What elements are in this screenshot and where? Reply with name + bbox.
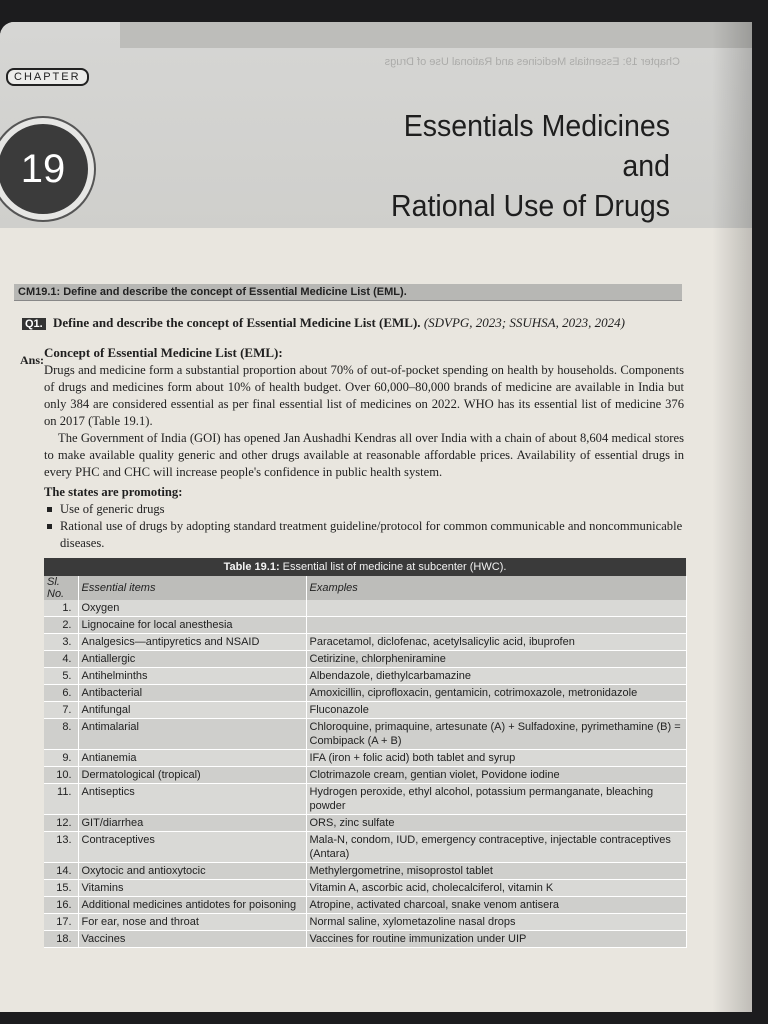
table-row	[44, 668, 686, 685]
essential-medicine-table	[44, 558, 686, 948]
cell-item: Antiseptics	[78, 784, 306, 815]
table-row	[44, 897, 686, 914]
table-row	[44, 931, 686, 948]
cell-examples: Normal saline, xylometazoline nasal drops	[306, 914, 686, 931]
table-row	[44, 750, 686, 767]
cell-examples: Clotrimazole cream, gentian violet, Povidone iodine	[306, 767, 686, 784]
cell-examples: Vaccines for routine immunization under UIP	[306, 931, 686, 948]
cell-item: Analgesics—antipyretics and NSAID	[78, 634, 306, 651]
cell-slno: 4.	[44, 651, 78, 668]
cell-examples: IFA (iron + folic acid) both tablet and syrup	[306, 750, 686, 767]
table-row	[44, 685, 686, 702]
cell-item: Antihelminths	[78, 668, 306, 685]
cell-examples: Chloroquine, primaquine, artesunate (A) + Sulfadoxine, pyrimethamine (B) = Combipack (A + B)	[306, 719, 686, 750]
chapter-title-line2: Rational Use of Drugs	[391, 188, 670, 223]
column-header-item: Essential items	[78, 576, 306, 600]
cell-slno: 5.	[44, 668, 78, 685]
cell-slno: 15.	[44, 880, 78, 897]
table-row	[44, 880, 686, 897]
cell-item: Oxytocic and antioxytocic	[78, 863, 306, 880]
cell-item: Antibacterial	[78, 685, 306, 702]
header-band-top	[120, 22, 752, 48]
cell-slno: 2.	[44, 617, 78, 634]
book-page	[0, 22, 752, 1012]
cell-item: Lignocaine for local anesthesia	[78, 617, 306, 634]
cell-item: Contraceptives	[78, 832, 306, 863]
cell-examples: Cetirizine, chlorpheniramine	[306, 651, 686, 668]
cell-examples	[306, 617, 686, 634]
running-head: Chapter 19: Essentials Medicines and Rational Use of Drugs	[384, 56, 680, 68]
cell-slno: 3.	[44, 634, 78, 651]
cell-examples: Fluconazole	[306, 702, 686, 719]
column-header-examples: Examples	[306, 576, 686, 600]
cell-slno: 16.	[44, 897, 78, 914]
cell-examples: ORS, zinc sulfate	[306, 815, 686, 832]
cell-examples: Atropine, activated charcoal, snake venom antisera	[306, 897, 686, 914]
cell-examples: Amoxicillin, ciprofloxacin, gentamicin, cotrimoxazole, metronidazole	[306, 685, 686, 702]
cell-item: Dermatological (tropical)	[78, 767, 306, 784]
table-row	[44, 767, 686, 784]
cell-slno: 14.	[44, 863, 78, 880]
cell-slno: 18.	[44, 931, 78, 948]
table-row	[44, 784, 686, 815]
cell-slno: 1.	[44, 600, 78, 617]
question-source: (SDVPG, 2023; SSUHSA, 2023, 2024)	[423, 315, 625, 330]
cell-slno: 17.	[44, 914, 78, 931]
chapter-title-line1: Essentials Medicines and	[403, 108, 670, 183]
cell-examples	[306, 600, 686, 617]
bullet-list	[44, 501, 686, 552]
page-gutter-shadow	[712, 22, 752, 1012]
table-row	[44, 634, 686, 651]
table-row	[44, 617, 686, 634]
cell-item: Vaccines	[78, 931, 306, 948]
cell-slno: 8.	[44, 719, 78, 750]
cell-slno: 13.	[44, 832, 78, 863]
table-row	[44, 815, 686, 832]
cell-slno: 6.	[44, 685, 78, 702]
cell-examples: Paracetamol, diclofenac, acetylsalicylic acid, ibuprofen	[306, 634, 686, 651]
cell-slno: 10.	[44, 767, 78, 784]
cell-slno: 7.	[44, 702, 78, 719]
cell-item: GIT/diarrhea	[78, 815, 306, 832]
column-header-slno: Sl. No.	[44, 576, 78, 600]
cell-item: Antianemia	[78, 750, 306, 767]
states-heading: The states are promoting:	[44, 485, 183, 499]
cell-examples: Hydrogen peroxide, ethyl alcohol, potassium permanganate, bleaching powder	[306, 784, 686, 815]
answer-paragraph-1: Drugs and medicine form a substantial proportion about 70% of out-of-pocket spending on health by households. Components of drugs and medicines form about 10% of health budget. Over 60,000–80,000 brands of medicine are available in India but only 384 are considered essential as per final essential list of medicines on 2022. WHO has its essential list of medicine 376 on 2017 (Table 19.1).	[44, 363, 684, 428]
cell-slno: 9.	[44, 750, 78, 767]
question-text: Define and describe the concept of Essential Medicine List (EML).	[52, 315, 421, 330]
cell-slno: 11.	[44, 784, 78, 815]
table-row	[44, 600, 686, 617]
cell-item: Antiallergic	[78, 651, 306, 668]
table-row	[44, 863, 686, 880]
chapter-title	[357, 106, 670, 226]
chapter-number: 19	[20, 146, 66, 191]
table-row	[44, 702, 686, 719]
table-row	[44, 832, 686, 863]
table-title-number: Table 19.1:	[223, 561, 280, 573]
cell-item: Vitamins	[78, 880, 306, 897]
table-row	[44, 651, 686, 668]
table-grid	[44, 576, 687, 948]
answer-label: Ans:	[20, 353, 45, 367]
table-title-text: Essential list of medicine at subcenter (HWC).	[279, 561, 507, 573]
bullet-item: Use of generic drugs	[44, 501, 686, 518]
cell-examples: Albendazole, diethylcarbamazine	[306, 668, 686, 685]
chapter-label: CHAPTER	[6, 68, 89, 86]
table-header-row	[44, 576, 686, 600]
answer-paragraph-2: The Government of India (GOI) has opened Jan Aushadhi Kendras all over India with a chain of about 8,604 medical stores to make available quality generic and other drugs available at reasonable affordable prices. Availability of essential drugs in every PHC and CHC will increase people's confidence in public health system.	[44, 431, 684, 479]
cell-examples: Vitamin A, ascorbic acid, cholecalciferol, vitamin K	[306, 880, 686, 897]
table-title	[44, 558, 686, 576]
bullet-item: Rational use of drugs by adopting standard treatment guideline/protocol for common communicable and noncommunicable diseases.	[44, 518, 686, 552]
cell-item: Antimalarial	[78, 719, 306, 750]
cell-slno: 12.	[44, 815, 78, 832]
table-row	[44, 719, 686, 750]
answer-heading: Concept of Essential Medicine List (EML):	[44, 345, 283, 360]
cell-item: For ear, nose and throat	[78, 914, 306, 931]
table-row	[44, 914, 686, 931]
question	[22, 315, 692, 331]
cell-item: Antifungal	[78, 702, 306, 719]
cell-item: Oxygen	[78, 600, 306, 617]
cell-item: Additional medicines antidotes for poisoning	[78, 897, 306, 914]
competency-bar: CM19.1: Define and describe the concept of Essential Medicine List (EML).	[14, 284, 682, 301]
question-badge: Q1.	[22, 318, 46, 330]
cell-examples: Methylergometrine, misoprostol tablet	[306, 863, 686, 880]
cell-examples: Mala-N, condom, IUD, emergency contraceptive, injectable contraceptives (Antara)	[306, 832, 686, 863]
table-body	[44, 600, 686, 948]
